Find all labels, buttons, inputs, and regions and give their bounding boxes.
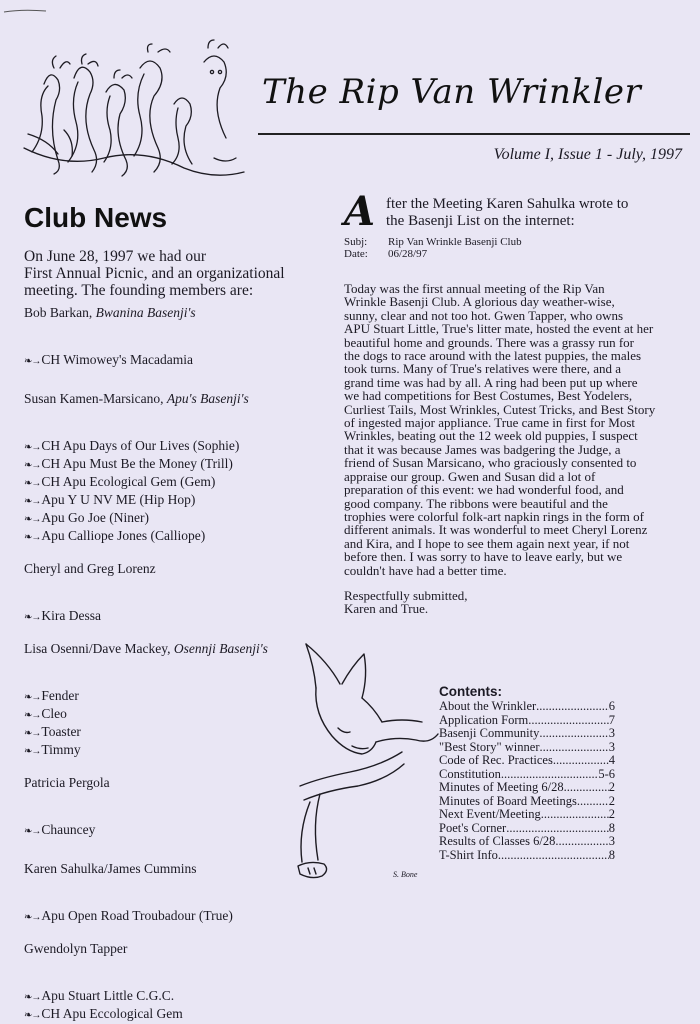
body-line: preparation of this event: we had wonderful food, and [344, 482, 624, 498]
body-line: Curliest Tails, Most Wrinkles, Cutest Tricks, and Best Story [344, 401, 656, 417]
founding-members-list [24, 304, 324, 1024]
basenji-sketch-icon [280, 636, 450, 886]
masthead-rule [258, 133, 690, 135]
member-owner: Lisa Osenni/Dave Mackey, Osennji Basenji's [24, 641, 268, 656]
body-line: the dogs to race around with the latest puppies, the males [344, 348, 642, 364]
intro-line: meeting. The founding members are: [24, 282, 254, 299]
toc-item[interactable]: About the Wrinkler ..... 6 [439, 700, 615, 714]
member-owner: Karen Sahulka/James Cummins [24, 861, 197, 876]
paw-bullet-icon: ❧→ [24, 442, 41, 453]
member-dog: ❧→Kira Dessa [24, 608, 101, 623]
report-signoff [344, 589, 684, 616]
toc-item[interactable]: Minutes of Board Meetings ..... 2 [439, 795, 615, 809]
signoff-line: Karen and True. [344, 601, 429, 617]
toc-item[interactable]: Results of Classes 6/28 ..... 3 [439, 835, 615, 849]
body-line: couldn't have had a better time. [344, 562, 507, 578]
paw-bullet-icon: ❧→ [24, 992, 41, 1003]
member-owner: Gwendolyn Tapper [24, 941, 128, 956]
body-line: APU Stuart Little, True's litter mate, hosted the event at her [344, 321, 654, 337]
paw-bullet-icon: ❧→ [24, 612, 41, 623]
intro-line: On June 28, 1997 we had our [24, 248, 207, 265]
toc-item[interactable]: Application Form ..... 7 [439, 714, 615, 728]
paw-bullet-icon: ❧→ [24, 728, 41, 739]
paw-bullet-icon: ❧→ [24, 912, 41, 923]
body-line: we had competitions for Best Costumes, Best Yodelers, [344, 388, 633, 404]
member-dog: ❧→Cleo [24, 706, 67, 721]
drop-cap: A [344, 188, 376, 235]
member-dog: ❧→Toaster [24, 724, 81, 739]
table-of-contents [439, 684, 615, 862]
paw-bullet-icon: ❧→ [24, 746, 41, 757]
toc-item[interactable]: Basenji Community ..... 3 [439, 727, 615, 741]
member-dog: ❧→Apu Go Joe (Niner) [24, 510, 149, 525]
paw-bullet-icon: ❧→ [24, 532, 41, 543]
toc-item[interactable]: Poet's Corner ..... 8 [439, 822, 615, 836]
body-line: grand time was had by all. A ring had been put up where [344, 374, 638, 390]
paw-bullet-icon: ❧→ [24, 514, 41, 525]
intro-line: First Annual Picnic, and an organizational [24, 265, 285, 282]
body-line: that it was because James was badgering the Judge, a [344, 441, 621, 457]
signoff-line: Respectfully submitted, [344, 587, 468, 603]
corner-pen-mark [2, 6, 48, 16]
paw-bullet-icon: ❧→ [24, 356, 41, 367]
member-owner: Cheryl and Greg Lorenz [24, 561, 156, 576]
lead-line: fter the Meeting Karen Sahulka wrote to [386, 196, 629, 212]
toc-item[interactable]: Next Event/Meeting ..... 2 [439, 808, 615, 822]
member-dog: ❧→CH Apu Eccological Gem [24, 1006, 183, 1021]
toc-item[interactable]: Constitution ..... 5-6 [439, 768, 615, 782]
paw-bullet-icon: ❧→ [24, 460, 41, 471]
body-line: good company. The ribbons were beautiful and the [344, 495, 608, 511]
newsletter-title: The Rip Van Wrinkler [262, 72, 642, 112]
member-dog: ❧→CH Apu Ecological Gem (Gem) [24, 474, 216, 489]
member-owner: Susan Kamen-Marsicano, Apu's Basenji's [24, 391, 249, 406]
member-owner: Patricia Pergola [24, 775, 110, 790]
issue-line: Volume I, Issue 1 - July, 1997 [493, 146, 682, 163]
member-dog: ❧→CH Apu Must Be the Money (Trill) [24, 456, 233, 471]
member-dog: ❧→Apu Open Road Troubadour (True) [24, 908, 233, 923]
body-line: took turns. Many of True's relatives were there, and a [344, 361, 622, 377]
member-dog: ❧→Timmy [24, 742, 81, 757]
artist-signature: S. Bone [393, 870, 418, 879]
email-subject: Subj: Rip Van Wrinkle Basenji Club [344, 236, 522, 248]
body-line: before then. I was sorry to have to leave early, but we [344, 549, 623, 565]
club-news-heading: Club News [24, 202, 168, 233]
member-dog: ❧→CH Apu Days of Our Lives (Sophie) [24, 438, 240, 453]
contents-title: Contents: [439, 684, 502, 699]
body-line: Wrinkles, beating out the 12 week old puppies, I suspect [344, 428, 638, 444]
email-headers [344, 236, 684, 260]
body-line: appraise our group. Gwen and Susan did a lot of [344, 468, 596, 484]
toc-item[interactable]: Minutes of Meeting 6/28 ..... 2 [439, 781, 615, 795]
email-date: Date: 06/28/97 [344, 248, 428, 260]
member-dog: ❧→Chauncey [24, 822, 96, 837]
body-line: friend of Susan Marsicano, who graciously consented to [344, 455, 637, 471]
member-dog: ❧→Apu Y U NV ME (Hip Hop) [24, 492, 196, 507]
body-line: beautiful home and grounds. There was a grassy run for [344, 334, 635, 350]
toc-item[interactable]: Code of Rec. Practices ..... 4 [439, 754, 615, 768]
paw-bullet-icon: ❧→ [24, 1010, 41, 1021]
basenji-dogs-illustration-icon [14, 38, 250, 188]
body-line: of ingested major appliance. True came in first for Most [344, 415, 635, 431]
paw-bullet-icon: ❧→ [24, 496, 41, 507]
body-line: and Kira, and I hope to see them again next year, if not [344, 535, 630, 551]
body-line: different animals. It was wonderful to meet Cheryl Lorenz [344, 522, 648, 538]
body-line: Wrinkle Basenji Club. A glorious day weather-wise, [344, 294, 615, 310]
club-news-intro [24, 248, 324, 299]
body-line: sunny, clear and not too hot. Gwen Tapper, who owns [344, 307, 624, 323]
lead-line: the Basenji List on the internet: [386, 213, 575, 229]
paw-bullet-icon: ❧→ [24, 478, 41, 489]
paw-bullet-icon: ❧→ [24, 826, 41, 837]
body-line: Today was the first annual meeting of the Rip Van [344, 281, 605, 296]
report-lead [344, 196, 684, 230]
meeting-report [344, 188, 684, 617]
member-dog: ❧→CH Wimowey's Macadamia [24, 352, 193, 367]
member-dog: ❧→Apu Calliope Jones (Calliope) [24, 528, 206, 543]
body-line: trophies were colorful folk-art napkin rings in the form of [344, 508, 644, 524]
report-body [344, 282, 684, 577]
toc-item[interactable]: "Best Story" winner ..... 3 [439, 741, 615, 755]
paw-bullet-icon: ❧→ [24, 692, 41, 703]
member-dog: ❧→Apu Stuart Little C.G.C. [24, 988, 175, 1003]
toc-item[interactable]: T-Shirt Info ..... 8 [439, 849, 615, 863]
member-dog: ❧→Fender [24, 688, 79, 703]
member-owner: Bob Barkan, Bwanina Basenji's [24, 305, 196, 320]
paw-bullet-icon: ❧→ [24, 710, 41, 721]
